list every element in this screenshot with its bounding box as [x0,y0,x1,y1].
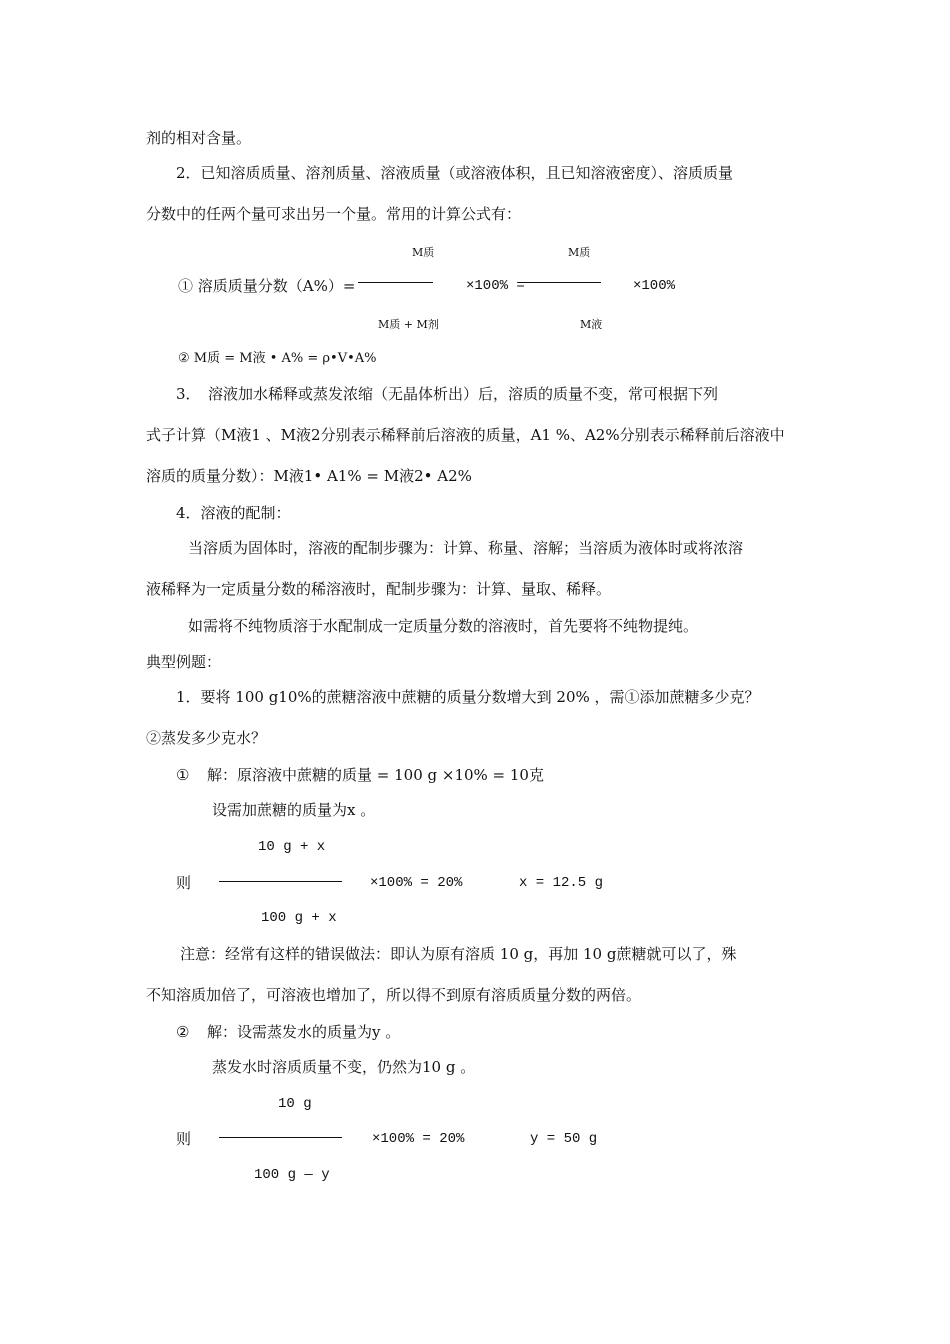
text-line: 式子计算（M液1 、M液2分别表示稀释前后溶液的质量，A1 %、A2%分别表示稀释前后溶液中 [146,426,785,444]
solution-marker: ① [176,766,190,784]
examples-heading: 典型例题： [146,653,222,671]
formula-numerator: 10 g + x [258,839,326,855]
text-line: 剂的相对含量。 [146,129,252,147]
formula-numerator: M质 [568,246,591,259]
text-line: 2．已知溶质质量、溶剂质量、溶液质量（或溶液体积，且已知溶液密度）、溶质质量 [176,164,734,182]
text-line: 解：设需蒸发水的质量为y 。 [207,1023,401,1041]
text-line: 解：原溶液中蔗糖的质量 = 100 g ×10% = 10克 [207,766,544,784]
formula-result: ×100% = 20% [372,1131,465,1147]
text-line: 分数中的任两个量可求出另一个量。常用的计算公式有： [146,205,522,223]
formula-answer: x = 12.5 g [519,875,604,891]
solution-marker: ② [176,1023,190,1041]
formula-denominator: 100 g + x [261,910,337,926]
formula-multiplier: ×100% [633,278,676,294]
formula-2: ② M质 = M液 • A% = ρ•V•A% [178,351,377,366]
text-line: 液稀释为一定质量分数的稀溶液时，配制步骤为：计算、量取、稀释。 [146,580,612,598]
fraction-line [219,881,342,882]
formula-numerator: M质 [412,246,435,259]
text-line: 蒸发水时溶质质量不变，仍然为10 g 。 [212,1058,476,1076]
formula-label: 则 [176,874,192,892]
formula-answer: y = 50 g [530,1131,598,1147]
formula-denominator: M液 [580,318,603,331]
fraction-line [358,282,433,283]
text-line: 当溶质为固体时，溶液的配制步骤为：计算、称量、溶解；当溶质为液体时或将浓溶 [188,539,744,557]
formula-numerator: 10 g [278,1096,312,1112]
text-line: 设需加蔗糖的质量为x 。 [212,801,376,819]
note-line: 注意：经常有这样的错误做法：即认为原有溶质 10 g，再加 10 g蔗糖就可以了，殊 [180,945,737,963]
formula-label: ① 溶质质量分数（A%）= [178,277,356,295]
text-line: 如需将不纯物质溶于水配制成一定质量分数的溶液时，首先要将不纯物提纯。 [188,617,699,635]
text-line: 3． 溶液加水稀释或蒸发浓缩（无晶体析出）后，溶质的质量不变，常可根据下列 [176,385,719,403]
fraction-line [219,1137,342,1138]
section-heading: 4．溶液的配制： [176,504,291,522]
note-line: 不知溶质加倍了，可溶液也增加了，所以得不到原有溶质质量分数的两倍。 [146,986,642,1004]
formula-denominator: 100 g — y [254,1167,330,1183]
fraction-line [523,282,601,283]
formula-result: ×100% = 20% [370,875,463,891]
formula-denominator: M质 + M剂 [378,318,439,331]
text-line: ②蒸发多少克水？ [146,729,267,747]
formula-multiplier: ×100% = [466,278,525,294]
formula-label: 则 [176,1130,192,1148]
text-line: 1．要将 100 g10%的蔗糖溶液中蔗糖的质量分数增大到 20% ，需①添加蔗糖多少克？ [176,688,760,706]
text-line: 溶质的质量分数）：M液1• A1% = M液2• A2% [146,467,472,485]
